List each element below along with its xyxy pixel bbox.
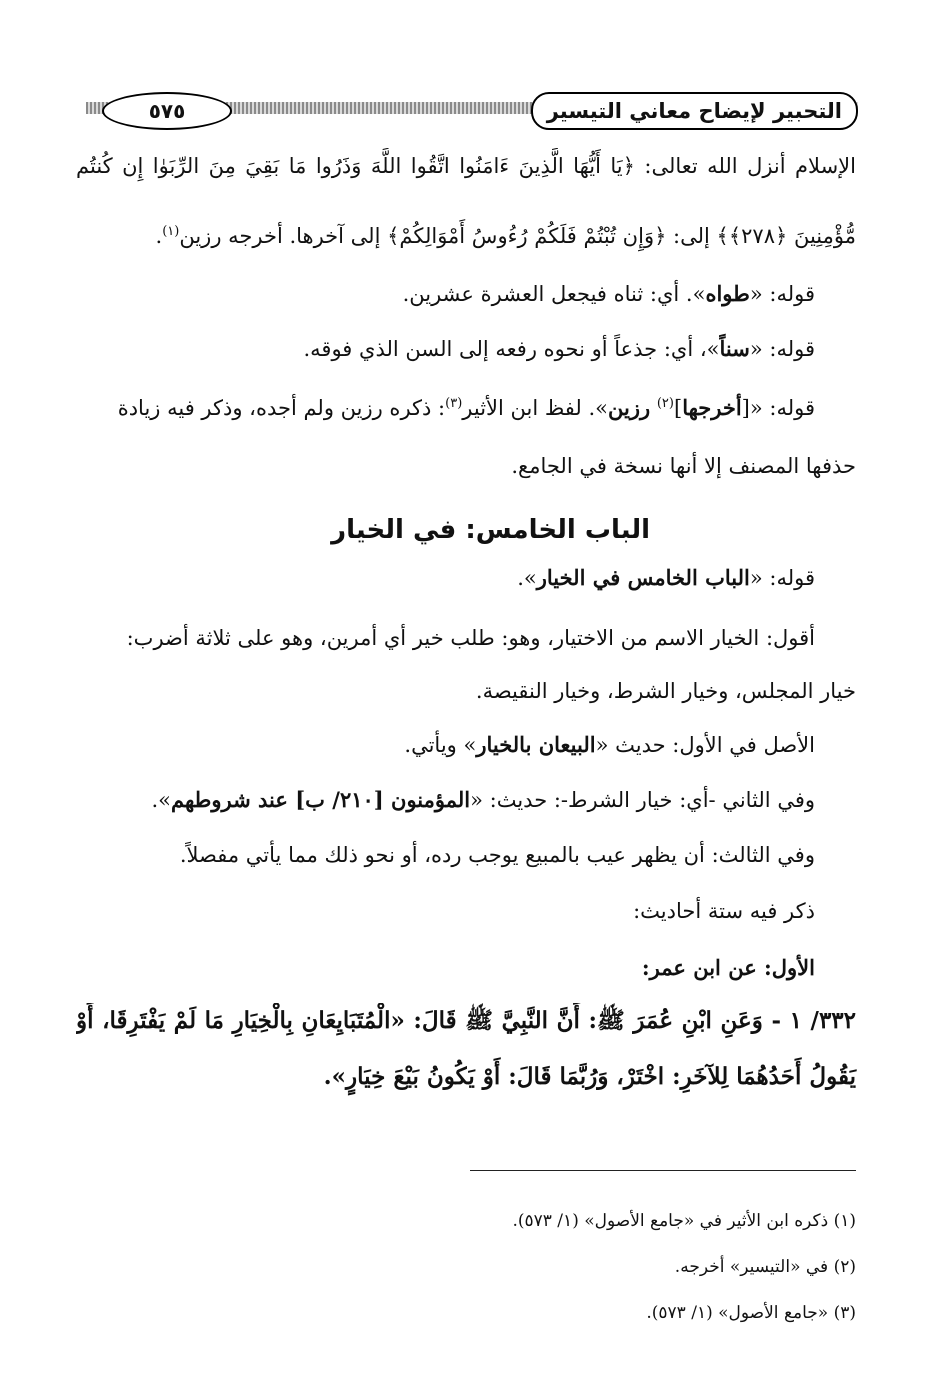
quoted-term: طواه — [705, 281, 750, 306]
quoted-term: الباب الخامس في الخيار — [536, 565, 750, 590]
hadith-text-line-1: ٣٣٢/ ١ - وَعَنِ ابْنِ عُمَرَ ﷺ: أَنَّ النَّبِيَّ ﷺ قَالَ: «الْمُتَبَايِعَانِ بِالْخِيَارِ مَا لَمْ يَفْتَرِقَا، أَوْ — [76, 1007, 856, 1034]
body-line-6: حذفها المصنف إلا أنها نسخة في الجامع. — [511, 454, 856, 478]
footnote-3: (٣) «جامع الأصول» (١/ ٥٧٣). — [646, 1303, 856, 1323]
body-line-4 — [76, 331, 815, 367]
body-line-9: خيار المجلس، وخيار الشرط، وخيار النقيصة. — [475, 679, 856, 703]
text-span — [650, 396, 657, 420]
text-span: مُّؤْمِنِينَ ﴿٢٧٨﴾﴾ إلى: ﴿وَإِن تُبْتُمْ فَلَكُمْ رُءُوسُ أَمْوَالِكُمْ﴾ إلى آخرها. أخرجه رزين — [179, 224, 856, 248]
body-line-7 — [76, 560, 815, 596]
text-span: قوله: « — [749, 282, 815, 306]
footnote-ref: (١) — [162, 224, 180, 239]
footnote-1: (١) ذكره ابن الأثير في «جامع الأصول» (١/ ٥٧٣). — [512, 1211, 856, 1231]
quoted-term: رزين — [608, 395, 651, 420]
text-span: الأصل في الأول: حديث « — [595, 733, 815, 757]
quoted-hadith: البيعان بالخيار — [476, 732, 596, 757]
footnote-2: (٢) في «التيسير» أخرجه. — [674, 1257, 856, 1277]
body-line-13: ذكر فيه ستة أحاديث: — [633, 899, 815, 923]
text-span: » ويأتي. — [404, 733, 477, 757]
text-span: قوله: « — [749, 337, 815, 361]
chapter-heading: الباب الخامس: في الخيار — [331, 515, 650, 545]
body-line-2 — [76, 214, 856, 254]
text-span: وفي الثاني -أي: خيار الشرط-: حديث: « — [470, 788, 815, 812]
body-line-8: أقول: الخيار الاسم من الاختيار، وهو: طلب خير أي أمرين، وهو على ثلاثة أضرب: — [126, 626, 815, 650]
body-line-3 — [76, 276, 815, 312]
footnote-ref: (٣) — [445, 396, 463, 411]
hadith-text-line-2: يَقُولُ أَحَدُهُمَا لِلآخَرِ: اخْتَرْ، وَرُبَّمَا قَالَ: أَوْ يَكُونُ بَيْعَ خِيَارٍ». — [323, 1063, 856, 1090]
footnote-separator — [470, 1170, 856, 1171]
text-span: قوله: « — [749, 566, 815, 590]
text-span: ». أي: ثناه فيجعل العشرة عشرين. — [402, 282, 706, 306]
text-span: : ذكره رزين ولم أجده، وذكر فيه زيادة — [117, 396, 446, 420]
text-span: قوله: «[ — [741, 396, 815, 420]
quoted-term: سناً — [719, 336, 750, 361]
running-header — [86, 92, 858, 142]
body-line-12: وفي الثالث: أن يظهر عيب بالمبيع يوجب رده، أو نحو ذلك مما يأتي مفصلاً. — [179, 843, 815, 867]
body-line-5 — [76, 386, 815, 426]
body-line-10 — [76, 727, 815, 763]
body-line-11 — [76, 782, 815, 818]
text-span: ». لفظ ابن الأثير — [462, 396, 609, 420]
body-line-1: الإسلام أنزل الله تعالى: ﴿يَا أَيُّهَا الَّذِينَ ءَامَنُوا اتَّقُوا اللَّهَ وَذَرُوا مَا بَقِيَ مِنَ الرِّبَوٰا إِن كُنتُم — [76, 154, 856, 178]
quoted-hadith: المؤمنون [٢١٠/ ب] عند شروطهم — [171, 787, 471, 812]
text-span: . — [155, 224, 163, 248]
book-title: التحبير لإيضاح معاني التيسير — [531, 92, 858, 130]
footnote-ref: (٢) — [656, 396, 674, 411]
text-span: ». — [517, 566, 537, 590]
hadith-intro: الأول: عن ابن عمر: — [641, 955, 815, 980]
text-span: ». — [151, 788, 172, 812]
text-span: ] — [673, 396, 683, 420]
quoted-term: أخرجها — [682, 395, 742, 420]
text-span: »، أي: جذعاً أو نحوه رفعه إلى السن الذي فوقه. — [303, 337, 720, 361]
page-number: ٥٧٥ — [102, 92, 232, 130]
